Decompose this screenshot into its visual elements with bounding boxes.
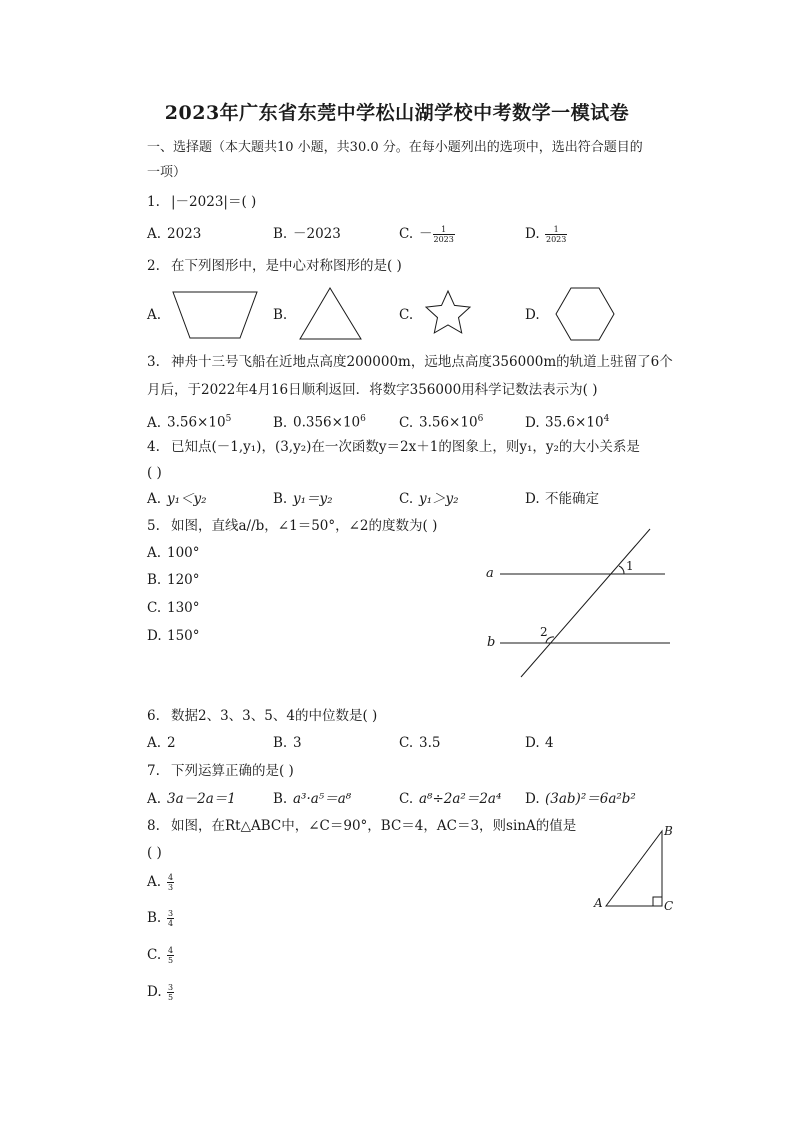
question-4-line2: ( )	[147, 465, 162, 481]
q6-option-c[interactable]: C. 3.5	[399, 735, 441, 751]
q1-option-c[interactable]: C. － $\frac{1}{2023}$	[399, 225, 454, 244]
q4-option-b[interactable]: B. y₁＝y₂	[273, 491, 333, 507]
right-angle-mark	[653, 897, 662, 906]
label-b: b	[487, 635, 496, 650]
vertex-a-label: A	[594, 896, 603, 910]
angle-2-label: 2	[540, 625, 548, 639]
question-8-line2: ( )	[147, 845, 162, 861]
question-5: 5. 如图，直线a//b，∠1＝50°，∠2的度数为( )	[147, 518, 438, 534]
label-a: a	[486, 566, 494, 581]
q5-option-d[interactable]: D. 150°	[147, 628, 200, 644]
q3-option-c[interactable]: C. $3.56\times 10^6$	[399, 414, 484, 431]
q5-option-a[interactable]: A. 100°	[147, 545, 200, 561]
q2-option-d[interactable]: D.	[525, 307, 540, 323]
q1-option-a[interactable]: A. 2023	[147, 226, 202, 242]
question-3-line2: 月后，于2022年4月16日顺利返回．将数字356000用科学记数法表示为( )	[147, 382, 598, 398]
fraction: $\frac{3}{5}$	[168, 983, 174, 1002]
q6-option-b[interactable]: B. 3	[273, 735, 302, 751]
question-6: 6. 数据2、3、3、5、4的中位数是( )	[147, 708, 378, 724]
right-triangle	[606, 831, 662, 906]
fraction: $\frac{4}{3}$	[168, 873, 174, 892]
q3-option-a[interactable]: A. $3.56\times 10^5$	[147, 414, 232, 431]
q8-option-c[interactable]: C. $\frac{4}{5}$	[147, 946, 174, 965]
q7-option-a[interactable]: A. 3a－2a＝1	[147, 791, 236, 807]
q6-option-a[interactable]: A. 2	[147, 735, 176, 751]
section-header-line2: 一项）	[147, 165, 187, 180]
q3-option-b[interactable]: B. $0.356\times 10^6$	[273, 414, 366, 431]
question-8: 8. 如图，在Rt△ABC中，∠C＝90°，BC＝4，AC＝3，则sinA的值是	[147, 818, 577, 834]
q2-option-b[interactable]: B.	[273, 307, 288, 323]
section-header-line1: 一、选择题（本大题共10 小题，共30.0 分。在每小题列出的选项中，选出符合题目的	[147, 140, 643, 155]
fraction: $\frac{3}{4}$	[168, 909, 174, 928]
fraction: $\frac{1}{2023}$	[433, 225, 454, 244]
q7-option-c[interactable]: C. a⁸÷2a²＝2a⁴	[399, 791, 502, 807]
q1-option-b[interactable]: B. －2023	[273, 226, 341, 242]
vertex-c-label: C	[664, 899, 674, 913]
q6-option-d[interactable]: D. 4	[525, 735, 554, 751]
q5-option-b[interactable]: B. 120°	[147, 572, 200, 588]
question-7: 7. 下列运算正确的是( )	[147, 763, 294, 779]
q2-option-c[interactable]: C.	[399, 307, 414, 323]
vertex-b-label: B	[664, 824, 673, 838]
fraction: $\frac{4}{5}$	[168, 946, 174, 965]
q8-option-b[interactable]: B. $\frac{3}{4}$	[147, 909, 174, 928]
q7-option-d[interactable]: D. (3ab)²＝6a²b²	[525, 791, 636, 807]
q4-option-d[interactable]: D. 不能确定	[525, 491, 599, 507]
page-title: 2023年广东省东莞中学松山湖学校中考数学一模试卷	[164, 102, 630, 124]
q1-option-d[interactable]: D. $\frac{1}{2023}$	[525, 225, 567, 244]
q8-option-a[interactable]: A. $\frac{4}{3}$	[147, 873, 174, 892]
q2-option-a[interactable]: A.	[147, 307, 162, 323]
q4-option-c[interactable]: C. y₁＞y₂	[399, 491, 459, 507]
question-4: 4. 已知点(－1,y₁)，(3,y₂)在一次函数y＝2x＋1的图象上，则y₁，y₂的大小关系是	[147, 439, 640, 455]
question-number: 1.	[147, 194, 160, 210]
q7-option-b[interactable]: B. a³·a⁵＝a⁸	[273, 791, 352, 807]
question-text: |－2023|＝( )	[171, 194, 257, 210]
q8-option-d[interactable]: D. $\frac{3}{5}$	[147, 983, 174, 1002]
angle-1-label: 1	[626, 559, 634, 573]
question-2: 2. 在下列图形中，是中心对称图形的是( )	[147, 258, 402, 274]
q3-option-d[interactable]: D. $35.6\times 10^4$	[525, 414, 610, 431]
question-3: 3. 神舟十三号飞船在近地点高度200000m，远地点高度356000m的轨道上驻留了6个	[147, 354, 673, 370]
fraction: $\frac{1}{2023}$	[546, 225, 567, 244]
q4-option-a[interactable]: A. y₁＜y₂	[147, 491, 207, 507]
q5-option-c[interactable]: C. 130°	[147, 600, 200, 616]
